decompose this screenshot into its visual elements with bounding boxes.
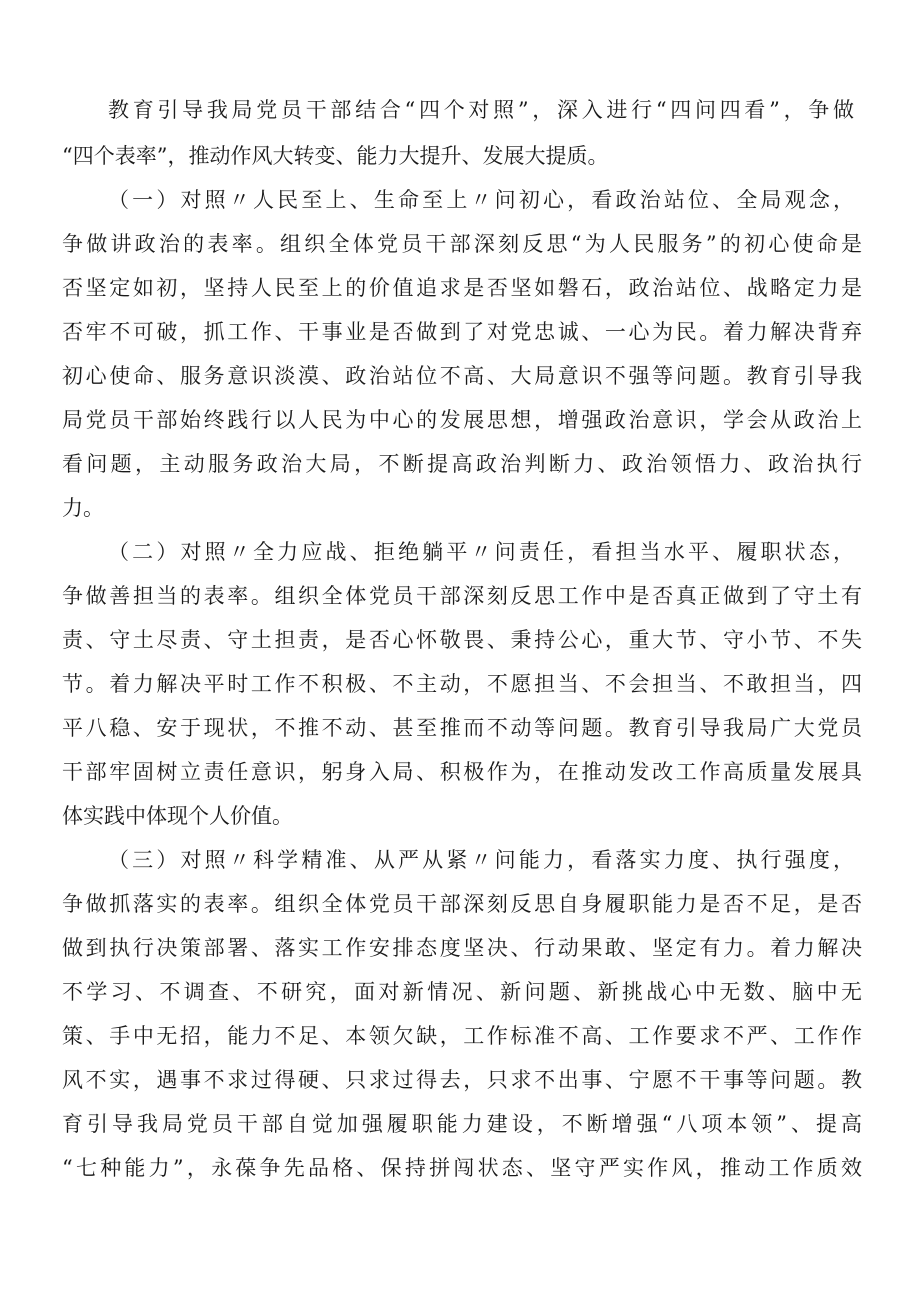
text-line: “四个表率”，推动作风大转变、能力大提升、发展大提质。: [62, 144, 609, 168]
text-line: 平八稳、安于现状，不推不动、甚至推而不动等问题。教育引导我局广大党员: [62, 716, 862, 740]
section-heading-line: （三）对照〃科学精准、从严从紧〃问能力，看落实力度、执行强度，: [108, 848, 854, 872]
text-line: “七种能力”，永葆争先品格、保持拼闯状态、坚守严实作风，推动工作质效: [62, 1156, 862, 1180]
text-line: 否坚定如初，坚持人民至上的价值追求是否坚如磐石，政治站位、战略定力是: [62, 276, 862, 300]
text-line: 看问题，主动服务政治大局，不断提高政治判断力、政治领悟力、政治执行: [62, 452, 862, 476]
text-line: 局党员干部始终践行以人民为中心的发展思想，增强政治意识，学会从政治上: [62, 408, 862, 432]
text-line: 节。着力解决平时工作不积极、不主动，不愿担当、不会担当、不敢担当，四: [62, 672, 862, 696]
text-line: 风不实，遇事不求过得硬、只求过得去，只求不出事、宁愿不干事等问题。教: [62, 1068, 862, 1092]
text-line: 责、守土尽责、守土担责，是否心怀敬畏、秉持公心，重大节、守小节、不失: [62, 628, 862, 652]
text-line: 争做善担当的表率。组织全体党员干部深刻反思工作中是否真正做到了守土有: [62, 584, 862, 608]
text-line: 争做抓落实的表率。组织全体党员干部深刻反思自身履职能力是否不足，是否: [62, 892, 862, 916]
section-heading-line: （一）对照〃人民至上、生命至上〃问初心，看政治站位、全局观念，: [108, 188, 854, 212]
text-line: 育引导我局党员干部自觉加强履职能力建设，不断增强“八项本领”、提高: [62, 1112, 862, 1136]
text-line: 争做讲政治的表率。组织全体党员干部深刻反思“为人民服务”的初心使命是: [62, 232, 862, 256]
section-heading-line: （二）对照〃全力应战、拒绝躺平〃问责任，看担当水平、履职状态，: [108, 540, 854, 564]
text-line: 力。: [62, 496, 104, 520]
text-line: 初心使命、服务意识淡漠、政治站位不高、大局意识不强等问题。教育引导我: [62, 364, 862, 388]
text-line: 体实践中体现个人价值。: [62, 804, 293, 828]
text-line: 教育引导我局党员干部结合“四个对照”，深入进行“四问四看”，争做: [108, 98, 854, 122]
text-line: 否牢不可破，抓工作、干事业是否做到了对党忠诚、一心为民。着力解决背弃: [62, 320, 862, 344]
text-line: 不学习、不调查、不研究，面对新情况、新问题、新挑战心中无数、脑中无: [62, 980, 862, 1004]
text-line: 策、手中无招，能力不足、本领欠缺，工作标准不高、工作要求不严、工作作: [62, 1024, 862, 1048]
text-line: 干部牢固树立责任意识，躬身入局、积极作为，在推动发改工作高质量发展具: [62, 760, 862, 784]
text-line: 做到执行决策部署、落实工作安排态度坚决、行动果敢、坚定有力。着力解决: [62, 936, 862, 960]
